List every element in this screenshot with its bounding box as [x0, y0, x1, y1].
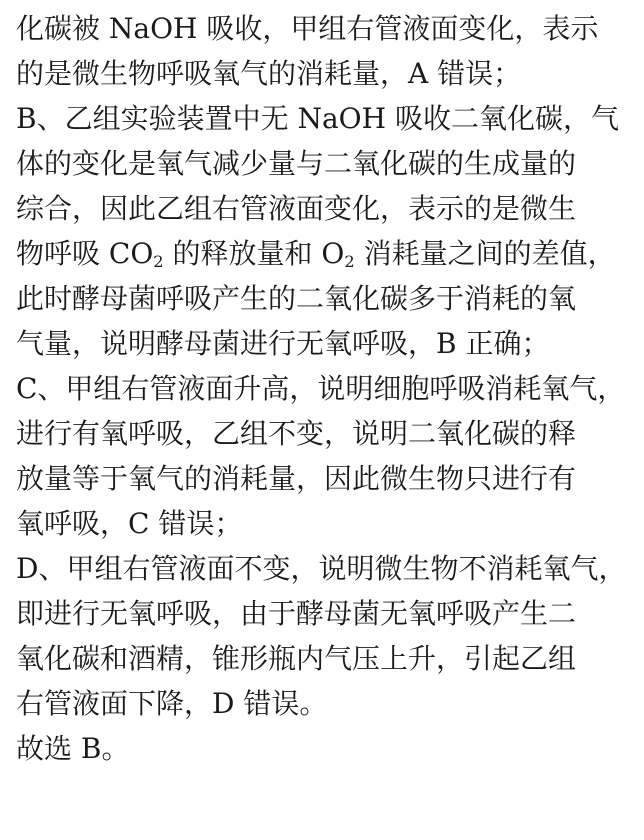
text-line-11: 放量等于氧气的消耗量，因此微生物只进行有	[16, 462, 577, 495]
answer-explanation	[16, 6, 640, 771]
subscript-2: 2	[153, 252, 164, 272]
text-line-6-part-1: 物呼吸 CO	[16, 237, 154, 270]
text-line-8: 气量，说明酵母菌进行无氧呼吸，B 正确；	[16, 327, 550, 360]
text-line-5: 综合，因此乙组右管液面变化，表示的是微生	[16, 192, 577, 225]
text-line-6-part-3: 消耗量之间的差值，	[354, 237, 616, 270]
subscript-2: 2	[344, 252, 355, 272]
text-line-2: 的是微生物呼吸氧气的消耗量，A 错误；	[16, 57, 522, 90]
text-line-4: 体的变化是氧气减少量与二氧化碳的生成量的	[16, 147, 577, 180]
text-line-1: 化碳被 NaOH 吸收，甲组右管液面变化，表示	[16, 12, 599, 45]
text-line-14: 即进行无氧呼吸，由于酵母菌无氧呼吸产生二	[16, 597, 577, 630]
text-line-9: C、甲组右管液面升高，说明细胞呼吸消耗氧气，	[16, 372, 626, 405]
text-line-10: 进行有氧呼吸，乙组不变，说明二氧化碳的释	[16, 417, 577, 450]
text-line-6	[16, 231, 640, 276]
text-line-16: 右管液面下降，D 错误。	[16, 687, 328, 720]
text-line-7: 此时酵母菌呼吸产生的二氧化碳多于消耗的氧	[16, 282, 577, 315]
text-line-15: 氧化碳和酒精，锥形瓶内气压上升，引起乙组	[16, 642, 577, 675]
text-line-17: 故选 B。	[16, 732, 130, 765]
text-line-6-part-2: 的释放量和 O	[163, 237, 345, 270]
text-line-12: 氧呼吸，C 错误；	[16, 507, 243, 540]
text-line-13: D、甲组右管液面不变，说明微生物不消耗氧气，	[16, 552, 627, 585]
text-line-3: B、乙组实验装置中无 NaOH 吸收二氧化碳，气	[16, 102, 619, 135]
